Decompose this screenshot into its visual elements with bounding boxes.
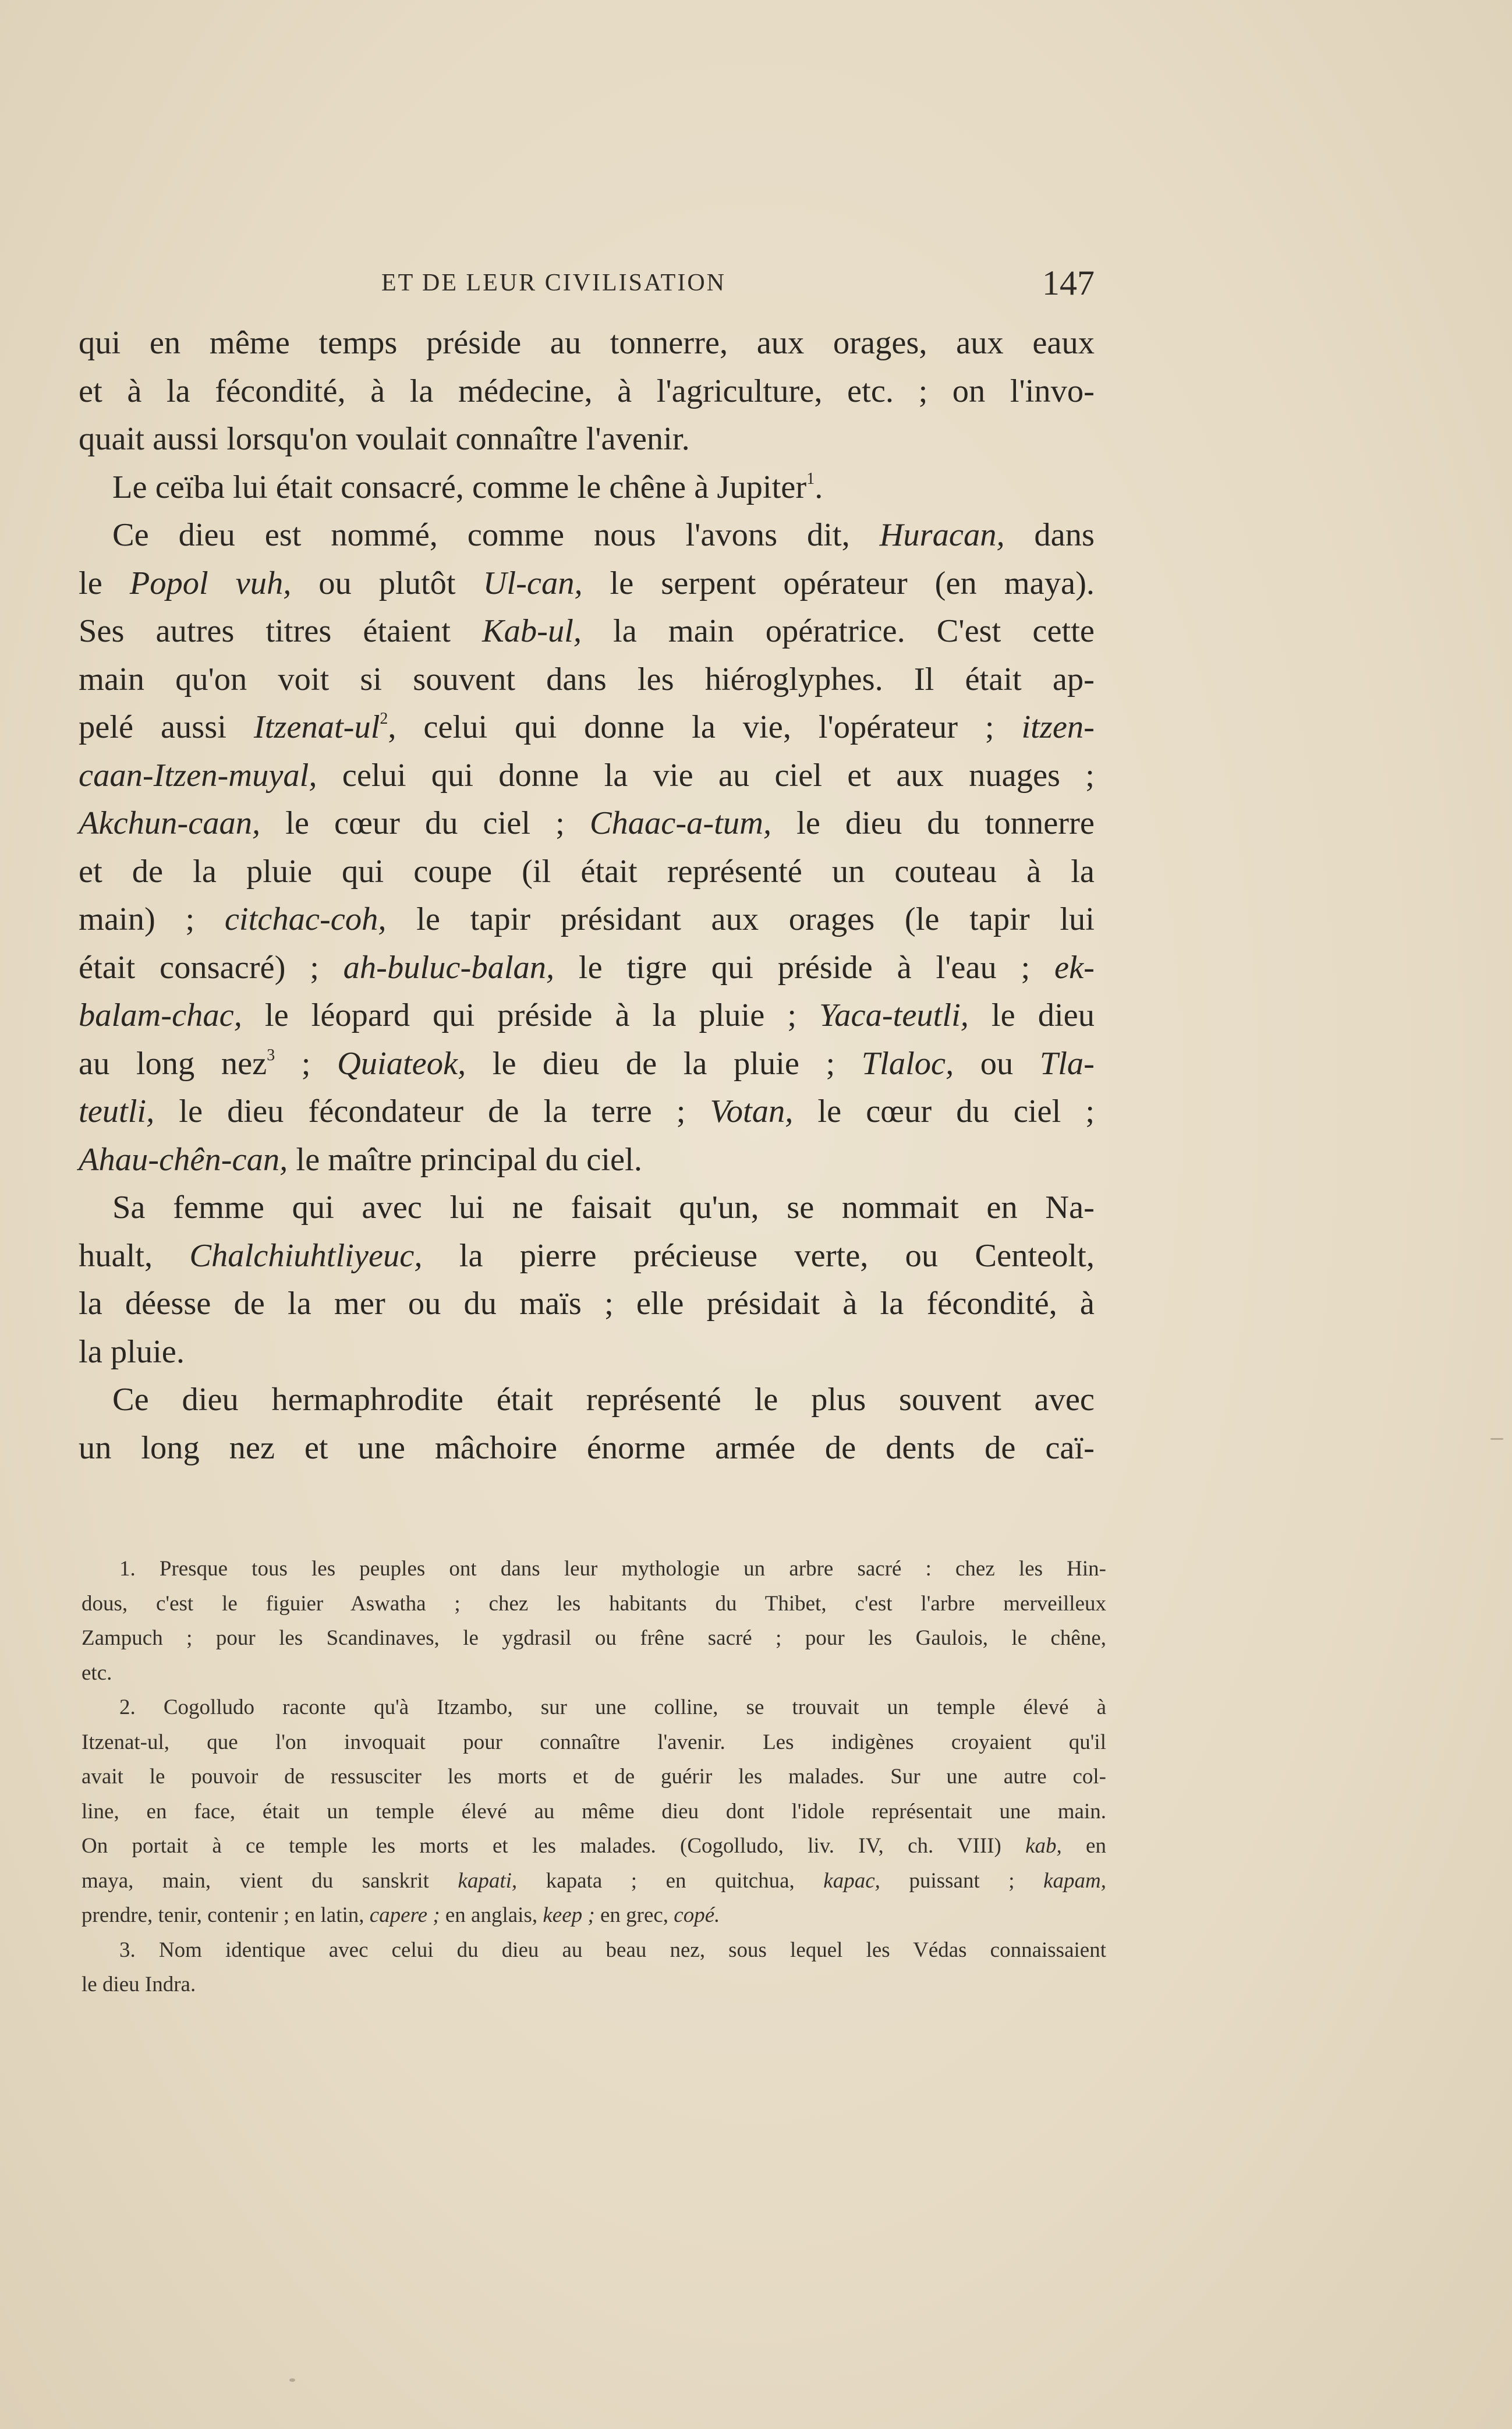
footnote-ref: 2 (380, 710, 388, 728)
text-run: en anglais, (440, 1903, 543, 1927)
italic-term: Chaac-a-tum, (589, 805, 772, 841)
running-head (79, 263, 1095, 304)
italic-term: itzen- (1021, 709, 1095, 745)
text-run: dous, c'est le figuier Aswatha ; chez les habitants du Thibet, c'est l'arbre merveilleux (82, 1591, 1106, 1616)
footnote-ref: 3 (267, 1046, 275, 1064)
italic-term: Yaca-teutli, (819, 997, 969, 1033)
italic-term: kapati, (458, 1868, 518, 1893)
main-text (79, 319, 1095, 1472)
text-run: le dieu Indra. (82, 1973, 196, 1996)
italic-term: capere ; (369, 1903, 440, 1927)
italic-term: Tlaloc, (861, 1045, 954, 1082)
body-line (79, 511, 1095, 560)
body-line (79, 1424, 1095, 1472)
text-run: et à la fécondité, à la médecine, à l'agriculture, etc. ; on l'invo- (79, 373, 1095, 409)
page-number: 147 (1042, 264, 1095, 302)
footnote-line (82, 1725, 1106, 1760)
text-run: 1. Presque tous les peuples ont dans leur mythologie un arbre sacré : chez les Hin- (119, 1557, 1106, 1581)
text-run: en grec, (594, 1903, 674, 1927)
body-line (79, 1232, 1095, 1280)
footnote-line (82, 1864, 1106, 1899)
body-line (79, 1184, 1095, 1232)
italic-term: balam-chac, (79, 997, 242, 1033)
text-run: 2. Cogolludo raconte qu'à Itzambo, sur une colline, se trouvait un temple élevé à (119, 1695, 1106, 1719)
body-line (79, 1328, 1095, 1376)
text-run: la pluie. (79, 1333, 185, 1370)
body-line (79, 848, 1095, 896)
text-run: au long nez (79, 1045, 267, 1082)
text-run: le maître principal du ciel. (288, 1141, 642, 1178)
body-line (79, 1376, 1095, 1424)
italic-term: citchac-coh, (224, 901, 387, 937)
italic-term: Ahau-chên-can, (79, 1141, 288, 1178)
text-run: dans (1004, 517, 1095, 553)
text-run: maya, main, vient du sanskrit (82, 1868, 458, 1893)
italic-term: Popol vuh, (129, 565, 292, 601)
text-run: quait aussi lorsqu'on voulait connaître l'avenir. (79, 421, 690, 457)
text-run: qui en même temps préside au tonnerre, aux orages, aux eaux (79, 325, 1095, 361)
text-run: prendre, tenir, contenir ; en latin, (82, 1903, 370, 1927)
text-run: en (1061, 1834, 1106, 1858)
footnote-line (82, 1656, 1106, 1691)
text-run: Itzenat-ul, que l'on invoquait pour connaître l'avenir. Les indigènes croyaient qu'il (82, 1730, 1106, 1754)
italic-term: Ul-can, (483, 565, 583, 601)
italic-term: copé. (674, 1903, 720, 1927)
italic-term: caan-Itzen-muyal, (79, 757, 317, 794)
footnote-line (82, 1829, 1106, 1864)
italic-term: Votan, (710, 1093, 794, 1129)
text-run: le dieu (968, 997, 1095, 1033)
italic-term: kab, (1025, 1834, 1062, 1858)
body-line (79, 367, 1095, 416)
text-run: On portait à ce temple les morts et les malades. (Cogolludo, liv. IV, ch. VIII) (82, 1834, 1026, 1858)
body-line (79, 656, 1095, 704)
body-line (79, 463, 1095, 512)
text-run: Zampuch ; pour les Scandinaves, le ygdrasil ou frêne sacré ; pour les Gaulois, le chêne, (82, 1626, 1106, 1650)
text-run: , celui qui donne la vie, l'opérateur ; (388, 709, 1022, 745)
body-line (79, 992, 1095, 1040)
text-run: et de la pluie qui coupe (il était représenté un couteau à la (79, 853, 1095, 890)
text-run: un long nez et une mâchoire énorme armée de dents de caï- (79, 1429, 1095, 1466)
italic-term: kapam, (1043, 1868, 1107, 1893)
text-run: la main opératrice. C'est cette (582, 613, 1095, 649)
text-run: line, en face, était un temple élevé au même dieu dont l'idole représentait une main. (82, 1799, 1106, 1823)
italic-term: Akchun-caan, (79, 805, 261, 841)
footnote-ref: 1 (806, 469, 815, 488)
text-run: celui qui donne la vie au ciel et aux nuages ; (317, 757, 1095, 794)
text-run: Ce dieu est nommé, comme nous l'avons dit, (112, 517, 880, 553)
footnote-line (82, 1933, 1106, 1968)
italic-term: Itzenat-ul (253, 709, 380, 745)
text-run: était consacré) ; (79, 949, 344, 986)
italic-term: Chalchiuhtliyeuc, (189, 1237, 423, 1274)
text-run: puissant ; (880, 1868, 1044, 1893)
body-line (79, 560, 1095, 608)
text-run: le léopard qui préside à la pluie ; (242, 997, 820, 1033)
body-line (79, 703, 1095, 752)
footnote-line (82, 1898, 1106, 1933)
text-run: ou plutôt (291, 565, 483, 601)
text-run: ou (954, 1045, 1040, 1082)
text-run: pelé aussi (79, 709, 254, 745)
text-run: main qu'on voit si souvent dans les hiéroglyphes. Il était ap- (79, 661, 1095, 697)
footnote-line (82, 1759, 1106, 1794)
italic-term: keep ; (543, 1903, 595, 1927)
body-line (79, 1280, 1095, 1328)
text-run: etc. (82, 1660, 112, 1685)
body-line (79, 1088, 1095, 1136)
paper-mark (1490, 1438, 1503, 1440)
body-line (79, 752, 1095, 800)
text-run: le dieu du tonnerre (771, 805, 1095, 841)
text-run: le cœur du ciel ; (260, 805, 590, 841)
italic-term: teutli, (79, 1093, 155, 1129)
footnote-line (82, 1621, 1106, 1656)
footnote-line (82, 1967, 1106, 2002)
footnote-line (82, 1552, 1106, 1587)
text-run: la déesse de la mer ou du maïs ; elle présidait à la fécondité, à (79, 1286, 1095, 1322)
body-line (79, 1040, 1095, 1088)
footnote-line (82, 1794, 1106, 1829)
italic-term: Quiateok, (337, 1045, 466, 1082)
text-run: ; (275, 1045, 337, 1082)
body-line (79, 944, 1095, 992)
paper-speck (289, 2378, 295, 2382)
text-run: . (815, 469, 823, 505)
italic-term: kapac, (823, 1868, 880, 1893)
text-run: le cœur du ciel ; (793, 1093, 1095, 1129)
text-run: hualt, (79, 1237, 190, 1274)
text-run: Sa femme qui avec lui ne faisait qu'un, se nommait en Na- (112, 1189, 1095, 1226)
text-run: le tapir présidant aux orages (le tapir lui (386, 901, 1095, 937)
text-run: avait le pouvoir de ressusciter les morts et de guérir les malades. Sur une autre col- (82, 1765, 1106, 1789)
footnotes (82, 1552, 1106, 2002)
body-line (79, 415, 1095, 463)
footnote-line (82, 1690, 1106, 1725)
text-run: 3. Nom identique avec celui du dieu au beau nez, sous lequel les Védas connaissaient (119, 1938, 1106, 1962)
italic-term: Tla- (1039, 1045, 1095, 1082)
running-title: ET DE LEUR CIVILISATION (381, 270, 726, 296)
text-run: le (79, 565, 130, 601)
text-run: Le ceïba lui était consacré, comme le chêne à Jupiter (112, 469, 807, 505)
italic-term: Kab-ul, (481, 613, 582, 649)
text-run: le dieu de la pluie ; (466, 1045, 862, 1082)
body-line (79, 895, 1095, 944)
text-run: le tigre qui préside à l'eau ; (554, 949, 1055, 986)
body-line (79, 799, 1095, 848)
text-run: kapata ; en quitchua, (517, 1868, 824, 1893)
footnote-line (82, 1587, 1106, 1621)
text-run: la pierre précieuse verte, ou Centeolt, (422, 1237, 1095, 1274)
text-run: Ce dieu hermaphrodite était représenté le plus souvent avec (112, 1382, 1095, 1418)
text-run: le dieu fécondateur de la terre ; (154, 1093, 710, 1129)
text-run: main) ; (79, 901, 225, 937)
italic-term: Huracan, (879, 517, 1005, 553)
italic-term: ek- (1054, 949, 1095, 986)
text-run: Ses autres titres étaient (79, 613, 482, 649)
italic-term: ah-buluc-balan, (343, 949, 555, 986)
text-run: le serpent opérateur (en maya). (582, 565, 1095, 601)
body-line (79, 1136, 1095, 1184)
body-line (79, 319, 1095, 367)
body-line (79, 607, 1095, 656)
